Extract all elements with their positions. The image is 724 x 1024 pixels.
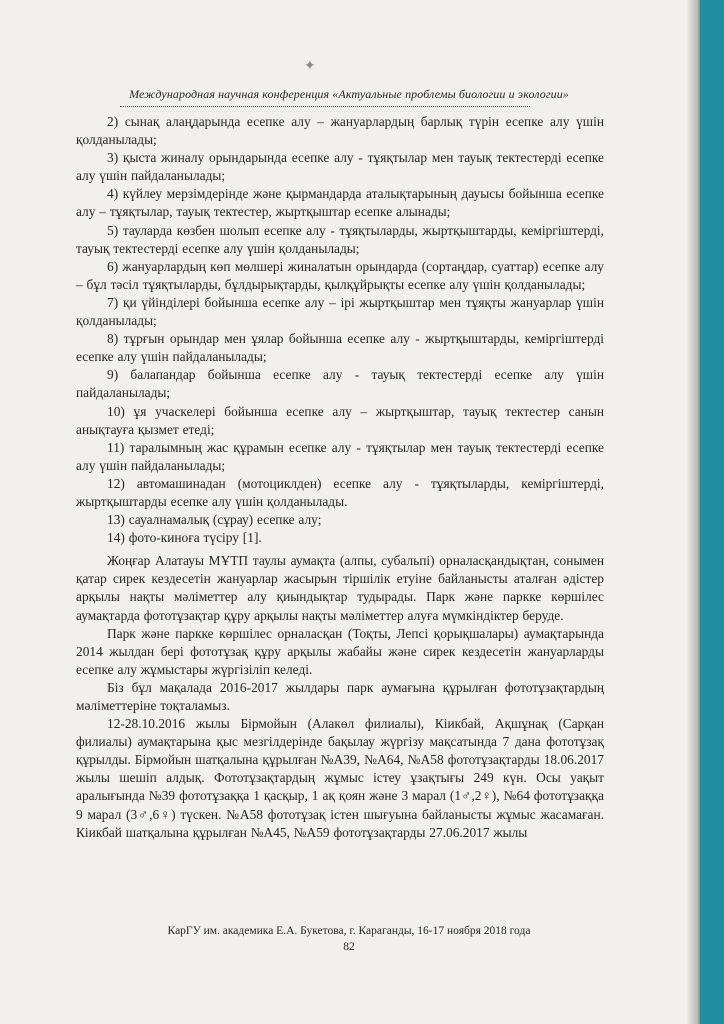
list-item: 12) автомашинадан (мотоциклден) есепке алу - тұяқтыларды, кеміргіштерді, жыртқыштарды есепке алу үшін қолданылады.: [76, 475, 604, 509]
paragraph: 12-28.10.2016 жылы Бірмойын (Алакөл филиалы), Кіикбай, Ақшұнақ (Сарқан филиалы) аумақтарына қыс мезгілдерінде бақылау жүргізу мақсатында 7 дана фототұзақ құрылды. Бірмойын шатқалына құрылған №А39, №А64, №А58 фототұзақтарды 18.06.2017 жылы шешіп алдық. Фототұзақтардың жұмыс істеу ұзақтығы 249 күн. Осы уақыт аралығында №39 фототұзаққа 1 қасқыр, 1 ақ қоян және 3 марал (1♂,2♀), №64 фототұзаққа 9 марал (3♂,6♀) түскен. №А58 фототұзақ істен шығуына байланысты жұмыс жасамаған. Кіикбай шатқалына құрылған №А45, №А59 фототұзақтарды 27.06.2017 жылы: [76, 716, 604, 840]
list-item: 7) қи үйінділері бойынша есепке алу – ірі жыртқыштар мен тұяқты жануарлар үшін қолданылады;: [76, 294, 604, 329]
list-item: 9) балапандар бойынша есепке алу - тауық тектестерді есепке алу үшін пайдаланылады;: [76, 367, 604, 401]
list-item: 5) тауларда көзбен шолып есепке алу - тұяқтыларды, жыртқыштарды, кеміргіштерді, тауық тектестерді есепке алу үшін қолданылады;: [76, 222, 604, 256]
list-item: 14) фото-киноға түсіру [1].: [107, 530, 262, 546]
list-item: 2) сынақ алаңдарында есепке алу – жануарлардың барлық түрін есепке алу үшін қолданылады;: [76, 114, 604, 148]
list-item: 3) қыста жиналу орындарында есепке алу - тұяқтылар мен тауық тектестерді есепке алу үшін пайдаланылады;: [76, 150, 604, 184]
list-item: 13) сауалнамалық (сұрау) есепке алу;: [107, 512, 322, 528]
article-body: [76, 113, 604, 842]
page-number: 82: [343, 941, 355, 953]
list-item: 4) күйлеу мерзімдерінде және қырмандарда аталықтарының дауысы бойынша есепке алу – тұяқтылар, тауық тектестер, жыртқыштар есепке алынады;: [76, 186, 604, 220]
list-item: 6) жануарлардың көп мөлшері жиналатын орындарда (сортаңдар, суаттар) есепке алу – бұл тәсіл тұяқтыларды, бұлдырықтарды, қылқұйрықты есепке алу үшін қолданылады;: [76, 258, 604, 292]
paragraph: Жоңғар Алатауы МҰТП таулы аумақта (алпы, субальпі) орналасқандықтан, сонымен қатар сирек кездесетін жануарлар жасырын тіршілік етуіне байланысты аталған әдістер арқылы нақты мәліметтер алу қиындықтар тудырады. Парк және паркке көршілес аумақтарда фототұзақтар құру арқылы нақты мәліметтер алуға мүмкіндіктер беруде.: [76, 553, 604, 623]
header-divider: [120, 106, 530, 107]
page-edge-shadow: [686, 0, 700, 1024]
list-item: 11) таралымның жас құрамын есепке алу - тұяқтылар мен тауық тектестерді есепке алу үшін пайдаланылады;: [76, 439, 604, 473]
running-footer: КарГУ им. академика Е.А. Букетова, г. Караганды, 16-17 ноября 2018 года: [167, 925, 531, 937]
background-edge: [700, 0, 724, 1024]
paragraph: Біз бұл мақалада 2016-2017 жылдары парк аумағына құрылған фототұзақтардың мәліметтеріне тоқталамыз.: [76, 679, 604, 713]
paragraph: Парк және паркке көршілес орналасқан (Тоқты, Лепсі қорықшалары) аумақтарында 2014 жылдан бері фототұзақ құру арқылы жабайы және сирек кездесетін жануарларды есепке алу жұмыстары жүргізіліп келеді.: [76, 625, 604, 677]
list-item: 8) тұрғын орындар мен ұялар бойынша есепке алу - жыртқыштарды, кеміргіштерді есепке алу үшін пайдаланылады;: [76, 331, 604, 365]
list-item: 10) ұя учаскелері бойынша есепке алу – жыртқыштар, тауық тектестер санын анықтауға қызмет етеді;: [76, 403, 604, 437]
running-header: Международная научная конференция «Актуальные проблемы биологии и экологии»: [129, 87, 569, 101]
scan-mark: ✦: [304, 59, 316, 74]
